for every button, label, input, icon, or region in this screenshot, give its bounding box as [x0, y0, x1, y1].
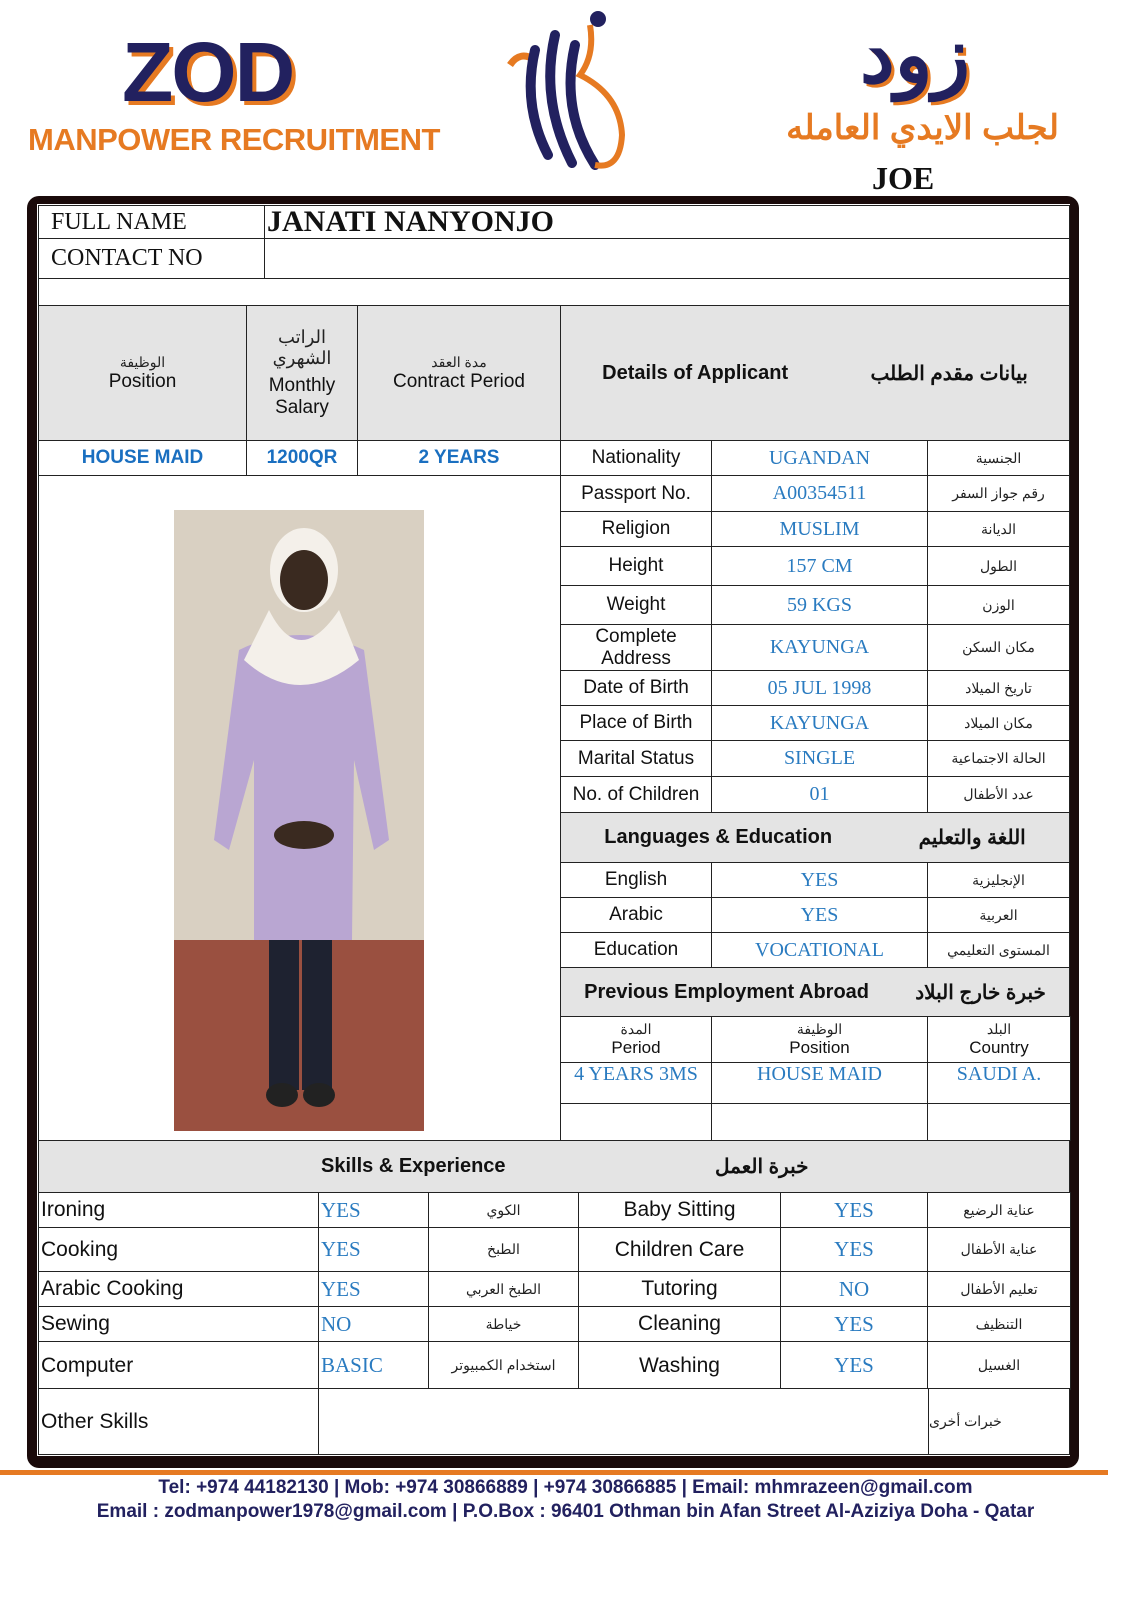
employment-title: Previous Employment Abroad: [584, 980, 869, 1003]
skill-label: Cleaning: [578, 1306, 781, 1342]
language-education-ar: المستوى التعليمي: [927, 932, 1070, 968]
employment-col-ar: البلد: [986, 1021, 1012, 1037]
position-value: HOUSE MAID: [38, 440, 247, 476]
details-title-ar: بيانات مقدم الطلب: [870, 362, 1028, 385]
employment-col-header: [927, 1016, 1071, 1063]
skill-ar: استخدام الكمبيوتر: [428, 1341, 579, 1390]
language-arabic-value: YES: [711, 897, 928, 933]
salary-header: [246, 305, 358, 441]
detail-nationality-value: UGANDAN: [711, 440, 928, 476]
agent-name: JOE: [872, 160, 935, 196]
skill-label: Tutoring: [578, 1271, 781, 1307]
employment-col-ar: الوظيفة: [796, 1021, 843, 1037]
detail-complete-address-value: KAYUNGA: [711, 624, 928, 671]
arabic-brand: زود: [860, 11, 971, 99]
detail-nationality-label: Nationality: [560, 440, 712, 476]
skill-ar: عناية الأطفال: [927, 1227, 1071, 1272]
details-title: Details of Applicant: [602, 361, 789, 384]
detail-height-value: 157 CM: [711, 546, 928, 586]
detail-marital-status-value: SINGLE: [711, 740, 928, 777]
employment-col-label: Period: [611, 1038, 661, 1057]
detail-marital-status-ar: الحالة الاجتماعية: [927, 740, 1070, 777]
language-education-label: Education: [560, 932, 712, 968]
detail-religion-ar: الديانة: [927, 511, 1070, 547]
skill-value: YES: [318, 1271, 429, 1307]
footer-address-line: Email : zodmanpower1978@gmail.com | P.O.Box : 96401 Othman bin Afan Street Al-Aziziya Doha - Qatar: [96, 1501, 1035, 1522]
position-header-ar: الوظيفة: [119, 353, 166, 370]
arabic-subtitle: لجلب الايدي العامله: [786, 109, 1059, 147]
detail-no-of-children-label: No. of Children: [560, 776, 712, 813]
employment-value: HOUSE MAID: [711, 1062, 928, 1104]
skill-ar: تعليم الأطفال: [927, 1271, 1071, 1307]
detail-height-ar: الطول: [927, 546, 1070, 586]
skill-label: Sewing: [38, 1306, 319, 1342]
skills-header: [38, 1140, 1070, 1193]
position-header-label: Position: [108, 370, 177, 392]
skill-label: Cooking: [38, 1227, 319, 1272]
full-name-label: FULL NAME: [38, 205, 266, 239]
employment-empty-cell: [711, 1103, 928, 1141]
detail-weight-value: 59 KGS: [711, 585, 928, 625]
contact-label: CONTACT NO: [38, 238, 266, 279]
brand-logo-text: ZOD: [122, 25, 294, 119]
brand-subtitle: MANPOWER RECRUITMENT: [28, 122, 440, 157]
detail-height-label: Height: [560, 546, 712, 586]
skill-label: Washing: [578, 1341, 781, 1390]
other-skills-label: Other Skills: [38, 1388, 319, 1455]
skill-ar: الغسيل: [927, 1341, 1071, 1390]
skill-ar: التنظيف: [927, 1306, 1071, 1342]
skill-ar: الطبخ العربي: [428, 1271, 579, 1307]
detail-place-of-birth-ar: مكان الميلاد: [927, 705, 1070, 741]
skill-value: YES: [780, 1227, 928, 1272]
contract-header: [357, 305, 561, 441]
skill-value: YES: [780, 1341, 928, 1390]
skill-ar: خياطة: [428, 1306, 579, 1342]
languages-header: [560, 812, 1070, 863]
detail-weight-ar: الوزن: [927, 585, 1070, 625]
skill-ar: الكوي: [428, 1192, 579, 1228]
detail-nationality-ar: الجنسية: [927, 440, 1070, 476]
employment-col-label: Position: [789, 1038, 850, 1057]
footer-divider: [0, 1470, 1108, 1475]
employment-empty-cell: [927, 1103, 1071, 1141]
detail-complete-address-ar: مكان السكن: [927, 624, 1070, 671]
skill-value: NO: [318, 1306, 429, 1342]
employment-col-header: [711, 1016, 928, 1063]
detail-passport-no--label: Passport No.: [560, 475, 712, 512]
detail-no-of-children-ar: عدد الأطفال: [927, 776, 1070, 813]
detail-complete-address-label: Complete Address: [560, 624, 712, 671]
detail-passport-no--value: A00354511: [711, 475, 928, 512]
detail-religion-label: Religion: [560, 511, 712, 547]
skill-value: YES: [318, 1192, 429, 1228]
detail-date-of-birth-label: Date of Birth: [560, 670, 712, 706]
employment-value: SAUDI A.: [927, 1062, 1071, 1104]
skill-label: Ironing: [38, 1192, 319, 1228]
detail-religion-value: MUSLIM: [711, 511, 928, 547]
skill-value: YES: [780, 1192, 928, 1228]
employment-value: 4 YEARS 3MS: [560, 1062, 712, 1104]
skill-label: Arabic Cooking: [38, 1271, 319, 1307]
employment-title-ar: خبرة خارج البلاد: [915, 981, 1046, 1004]
employment-col-label: Country: [969, 1038, 1029, 1057]
contract-value: 2 YEARS: [357, 440, 561, 476]
salary-value: 1200QR: [246, 440, 358, 476]
salary-header-ar1: الراتب: [277, 327, 327, 347]
other-skills-ar: خبرات أخرى: [928, 1388, 1070, 1455]
skill-label: Computer: [38, 1341, 319, 1390]
language-arabic-ar: العربية: [927, 897, 1070, 933]
language-english-value: YES: [711, 862, 928, 898]
skill-value: NO: [780, 1271, 928, 1307]
employment-col-ar: المدة: [620, 1021, 652, 1037]
skill-ar: عناية الرضيع: [927, 1192, 1071, 1228]
applicant-photo: [174, 510, 424, 1131]
skill-value: YES: [318, 1227, 429, 1272]
footer-contact-line: Tel: +974 44182130 | Mob: +974 30866889 | +974 30866885 | Email: mhmrazeen@gmail.com: [158, 1477, 973, 1498]
skill-label: Children Care: [578, 1227, 781, 1272]
details-header: [560, 305, 1070, 441]
detail-marital-status-label: Marital Status: [560, 740, 712, 777]
languages-title: Languages & Education: [604, 826, 833, 848]
contact-value: [264, 238, 1070, 279]
detail-place-of-birth-value: KAYUNGA: [711, 705, 928, 741]
languages-title-ar: اللغة والتعليم: [918, 827, 1026, 849]
detail-date-of-birth-ar: تاريخ الميلاد: [927, 670, 1070, 706]
logo-emblem-icon: [500, 5, 640, 175]
spacer-row: [38, 278, 1070, 306]
salary-header-ar2: الشهري: [272, 348, 332, 368]
skill-ar: الطبخ: [428, 1227, 579, 1272]
employment-header: [560, 967, 1070, 1017]
position-header: [38, 305, 247, 441]
salary-header-label: Monthly Salary: [268, 375, 336, 418]
detail-passport-no--ar: رقم جواز السفر: [927, 475, 1070, 512]
language-english-ar: الإنجليزية: [927, 862, 1070, 898]
language-english-label: English: [560, 862, 712, 898]
contract-header-label: Contract Period: [392, 370, 525, 392]
skill-value: YES: [780, 1306, 928, 1342]
employment-col-header: [560, 1016, 712, 1063]
detail-no-of-children-value: 01: [711, 776, 928, 813]
employment-empty-cell: [560, 1103, 712, 1141]
skills-title: Skills & Experience: [321, 1155, 506, 1177]
language-education-value: VOCATIONAL: [711, 932, 928, 968]
other-skills-value: [318, 1388, 929, 1455]
language-arabic-label: Arabic: [560, 897, 712, 933]
contract-header-ar: مدة العقد: [431, 353, 487, 370]
detail-weight-label: Weight: [560, 585, 712, 625]
skill-value: BASIC: [318, 1341, 429, 1390]
detail-place-of-birth-label: Place of Birth: [560, 705, 712, 741]
full-name-value: JANATI NANYONJO: [264, 205, 1070, 239]
skill-label: Baby Sitting: [578, 1192, 781, 1228]
skills-title-ar: خبرة العمل: [715, 1156, 809, 1178]
detail-date-of-birth-value: 05 JUL 1998: [711, 670, 928, 706]
